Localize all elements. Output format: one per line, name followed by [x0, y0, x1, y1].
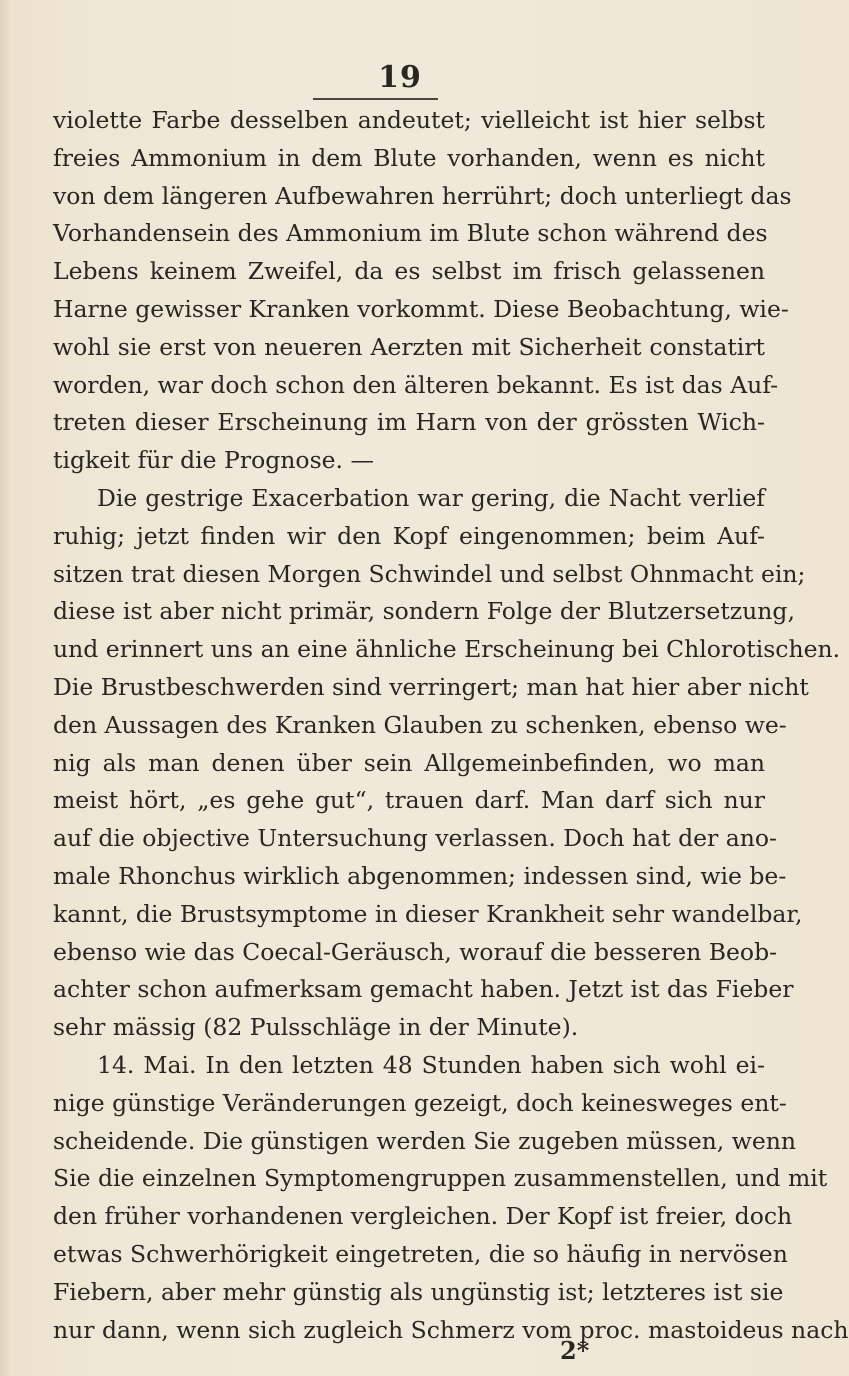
page-edge-shadow: [0, 0, 10, 1376]
text-line: Vorhandensein des Ammonium im Blute schon während des: [53, 219, 768, 248]
text-line: sitzen trat diesen Morgen Schwindel und selbst Ohnmacht ein;: [53, 559, 806, 588]
text-line: meist hört, „es gehe gut“, trauen darf. Man darf sich nur: [53, 786, 765, 815]
text-line: Lebens keinem Zweifel, da es selbst im frisch gelassenen: [53, 257, 765, 286]
page-number: 19: [378, 60, 422, 95]
text-line: 14. Mai. In den letzten 48 Stunden haben sich wohl ei-: [97, 1050, 765, 1079]
text-line: sehr mässig (82 Pulsschläge in der Minute).: [53, 1013, 579, 1042]
text-line: ebenso wie das Coecal-Geräusch, worauf die besseren Beob-: [53, 937, 778, 966]
text-line: Sie die einzelnen Symptomengruppen zusammenstellen, und mit: [53, 1164, 828, 1193]
text-line: wohl sie erst von neueren Aerzten mit Sicherheit constatirt: [53, 332, 765, 361]
text-line: den früher vorhandenen vergleichen. Der Kopf ist freier, doch: [53, 1202, 793, 1231]
text-line: scheidende. Die günstigen werden Sie zugeben müssen, wenn: [53, 1126, 797, 1155]
text-line: Fiebern, aber mehr günstig als ungünstig ist; letzteres ist sie: [53, 1277, 784, 1306]
header-rule: [313, 98, 438, 100]
text-line: ruhig; jetzt finden wir den Kopf eingenommen; beim Auf-: [53, 521, 765, 550]
text-line: auf die objective Untersuchung verlassen. Doch hat der ano-: [53, 824, 777, 853]
text-line: Harne gewisser Kranken vorkommt. Diese Beobachtung, wie-: [53, 294, 789, 323]
text-line: worden, war doch schon den älteren bekannt. Es ist das Auf-: [53, 370, 779, 399]
text-line: nige günstige Veränderungen gezeigt, doch keinesweges ent-: [53, 1088, 787, 1117]
text-line: nig als man denen über sein Allgemeinbefinden, wo man: [53, 748, 765, 777]
text-line: etwas Schwerhörigkeit eingetreten, die so häufig in nervösen: [53, 1239, 788, 1268]
text-line: diese ist aber nicht primär, sondern Folge der Blutzersetzung,: [53, 597, 795, 626]
text-line: den Aussagen des Kranken Glauben zu schenken, ebenso we-: [53, 710, 787, 739]
text-line: kannt, die Brustsymptome in dieser Krankheit sehr wandelbar,: [53, 899, 803, 928]
text-line: und erinnert uns an eine ähnliche Erscheinung bei Chlorotischen.: [53, 635, 841, 664]
text-line: Die Brustbeschwerden sind verringert; man hat hier aber nicht: [53, 672, 809, 701]
text-line: male Rhonchus wirklich abgenommen; indessen sind, wie be-: [53, 861, 787, 890]
text-line: freies Ammonium in dem Blute vorhanden, wenn es nicht: [53, 143, 765, 172]
text-line: nur dann, wenn sich zugleich Schmerz vom proc. mastoideus nach: [53, 1315, 849, 1344]
text-line: Die gestrige Exacerbation war gering, die Nacht verlief: [97, 483, 765, 512]
body-text: [53, 102, 849, 1349]
text-line: violette Farbe desselben andeutet; vielleicht ist hier selbst: [53, 106, 765, 134]
text-line: achter schon aufmerksam gemacht haben. Jetzt ist das Fieber: [53, 975, 794, 1004]
printer-signature: 2*: [560, 1336, 590, 1365]
text-line: treten dieser Erscheinung im Harn von der grössten Wich-: [53, 408, 765, 437]
text-line: von dem längeren Aufbewahren herrührt; doch unterliegt das: [53, 181, 792, 210]
text-line: tigkeit für die Prognose. —: [53, 446, 374, 475]
